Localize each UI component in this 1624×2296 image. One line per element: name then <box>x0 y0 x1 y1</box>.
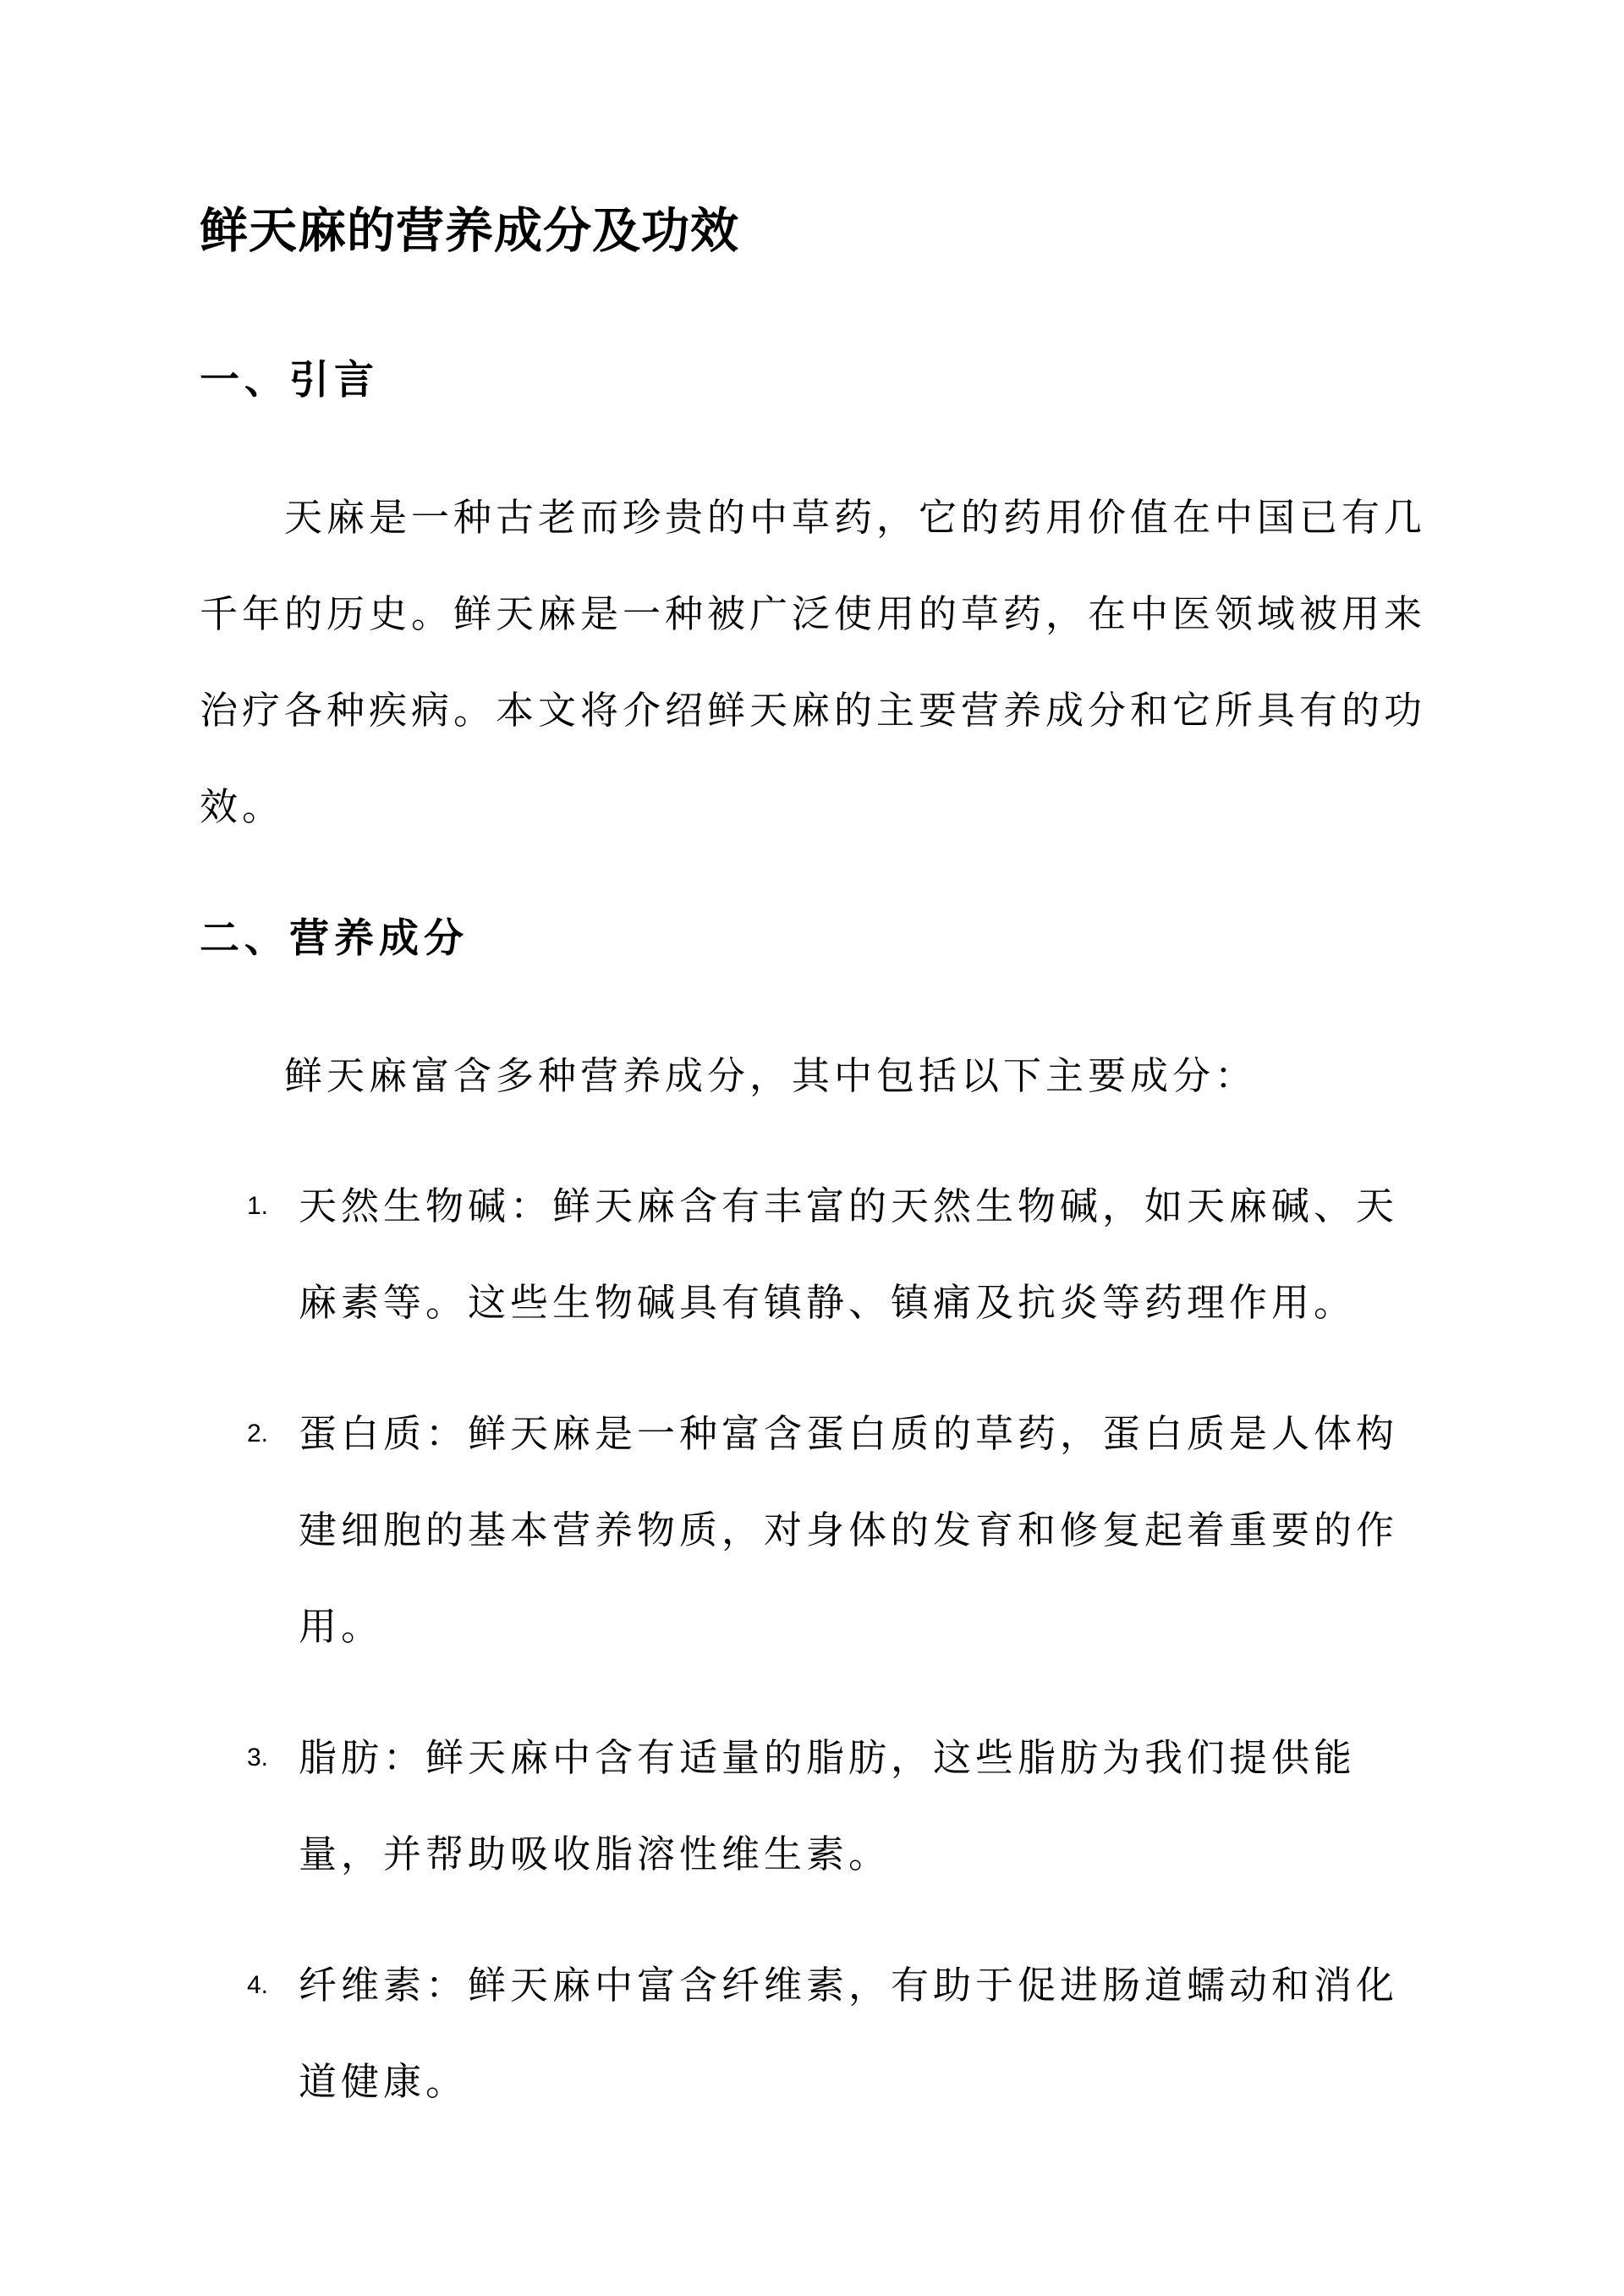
nutrition-list <box>200 1158 1401 2165</box>
list-item-number: 3. <box>247 1744 269 1771</box>
list-item <box>200 1937 1401 2130</box>
list-item <box>200 1386 1401 1675</box>
list-item-text: 蛋白质：鲜天麻是一种富含蛋白质的草药，蛋白质是人体构建细胞的基本营养物质，对身体的发育和修复起着重要的作用。 <box>299 1411 1399 1649</box>
list-item-number: 1. <box>247 1192 269 1220</box>
list-item-text: 脂肪：鲜天麻中含有适量的脂肪，这些脂肪为我们提供能量，并帮助吸收脂溶性维生素。 <box>299 1735 1357 1876</box>
section-heading-introduction: 一、引言 <box>200 357 379 404</box>
list-item-text: 天然生物碱：鲜天麻含有丰富的天然生物碱，如天麻碱、天麻素等。这些生物碱具有镇静、镇痛及抗炎等药理作用。 <box>299 1184 1399 1325</box>
list-item-number: 4. <box>247 1971 269 1999</box>
list-item-text: 纤维素：鲜天麻中富含纤维素，有助于促进肠道蠕动和消化道健康。 <box>299 1963 1399 2104</box>
list-item-number: 2. <box>247 1420 269 1447</box>
document-title: 鲜天麻的营养成分及功效 <box>200 202 739 259</box>
introduction-paragraph: 天麻是一种古老而珍贵的中草药，它的药用价值在中国已有几千年的历史。鲜天麻是一种被广泛使用的草药，在中医领域被用来治疗各种疾病。本文将介绍鲜天麻的主要营养成分和它所具有的功效。 <box>200 495 1427 829</box>
list-item <box>200 1158 1401 1351</box>
list-item <box>200 1710 1401 1903</box>
section-heading-nutrition: 二、营养成分 <box>200 915 469 962</box>
nutrition-intro-paragraph: 鲜天麻富含多种营养成分，其中包括以下主要成分： <box>284 1053 1258 1098</box>
